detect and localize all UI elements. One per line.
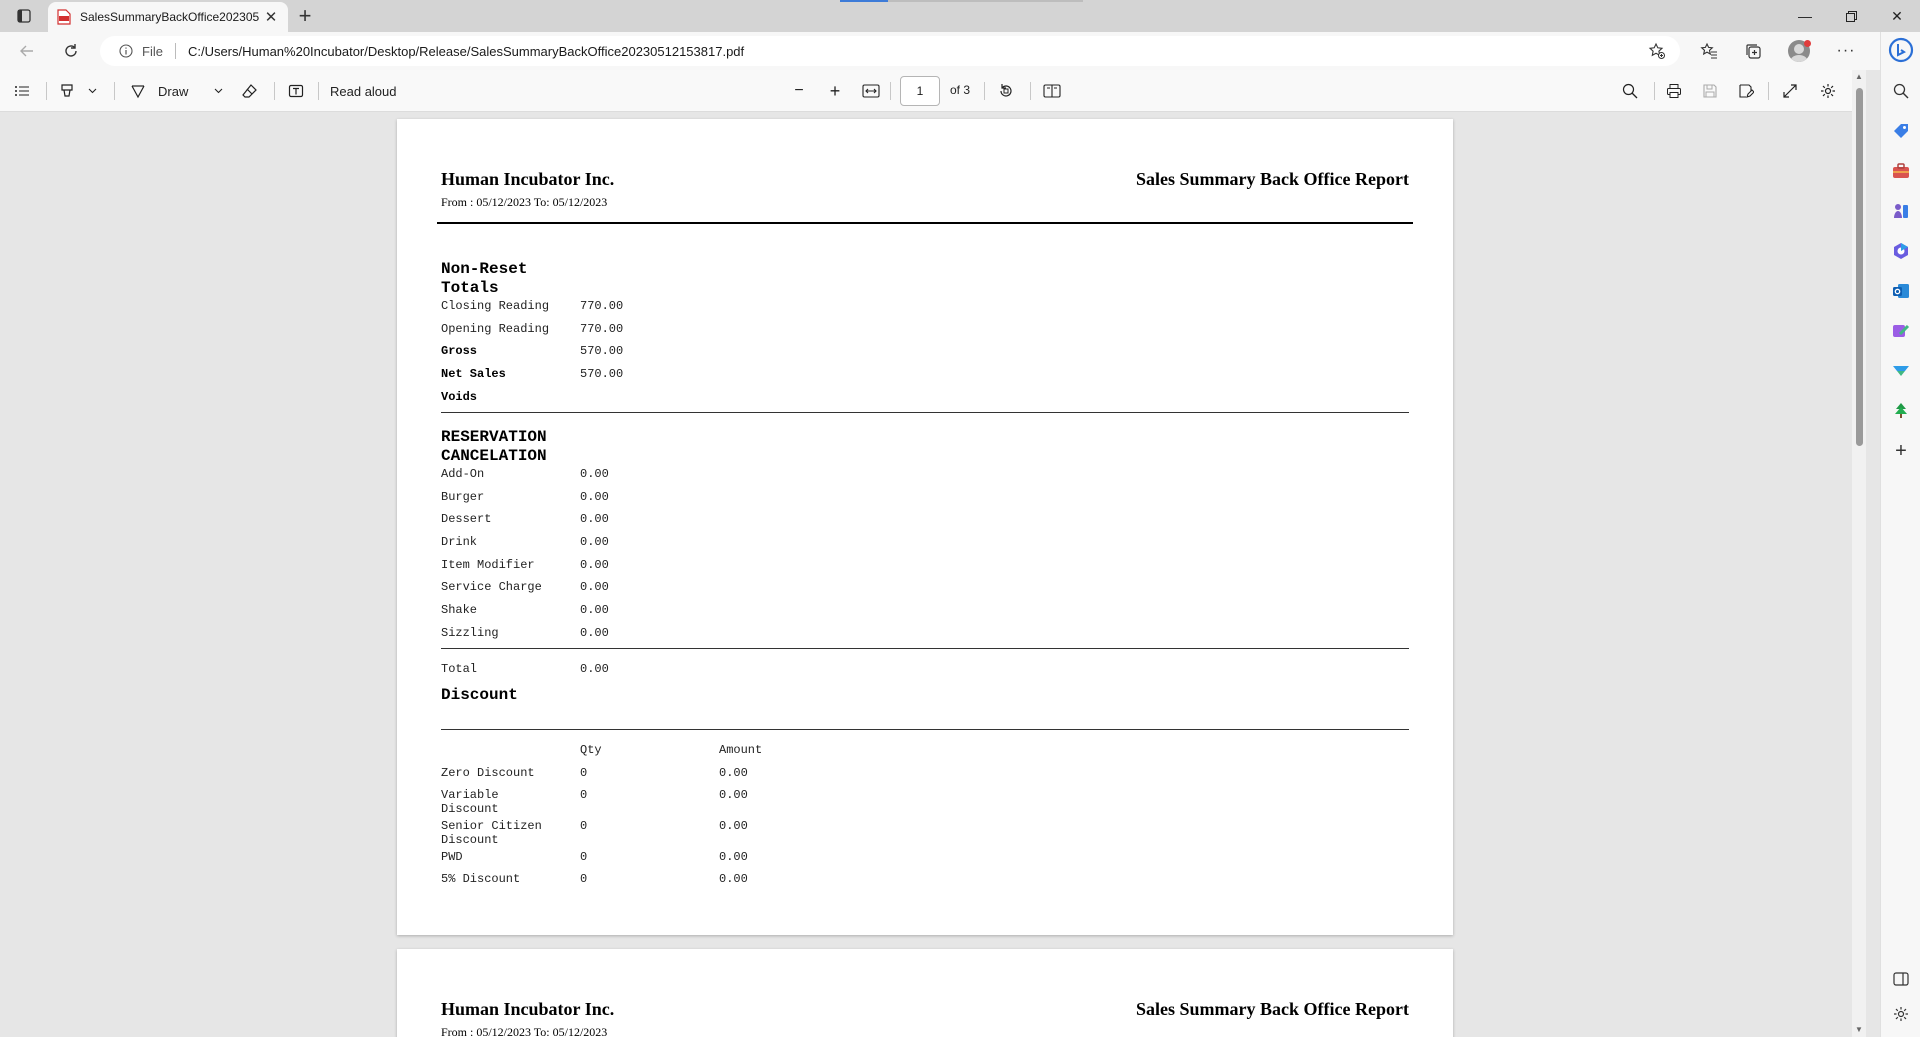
fit-to-width-icon[interactable] xyxy=(858,77,884,105)
row-value: 770.00 xyxy=(580,322,624,336)
discount-amount: 0.00 xyxy=(719,872,748,886)
discount-amount: 0.00 xyxy=(719,819,748,833)
fullscreen-icon[interactable] xyxy=(1776,77,1804,105)
highlight-icon[interactable] xyxy=(54,77,80,105)
toolbar-divider xyxy=(46,82,47,100)
text-box-icon[interactable] xyxy=(282,77,310,105)
add-favorite-icon[interactable] xyxy=(1642,36,1672,66)
rotate-icon[interactable] xyxy=(992,77,1020,105)
table-of-contents-icon[interactable] xyxy=(8,77,36,105)
scrollbar-thumb[interactable] xyxy=(1856,88,1863,446)
new-tab-button[interactable]: + xyxy=(298,3,312,28)
row-label: Sizzling xyxy=(441,626,499,640)
toolbar-divider xyxy=(274,82,275,100)
read-aloud-button[interactable]: Read aloud xyxy=(330,83,397,99)
games-icon[interactable] xyxy=(1889,199,1913,223)
row-value: 770.00 xyxy=(580,299,624,313)
row-label: Drink xyxy=(441,535,478,549)
row-value: 570.00 xyxy=(580,367,624,381)
pdf-page-2 xyxy=(397,949,1453,1037)
non-reset-title-line2: Totals xyxy=(441,279,499,297)
discount-label: PWD xyxy=(441,850,463,864)
discount-label-line1: Variable xyxy=(441,788,499,802)
row-label: Add-On xyxy=(441,467,485,481)
toolbar-divider xyxy=(318,82,319,100)
draw-icon xyxy=(130,83,146,99)
row-label: Voids xyxy=(441,390,478,404)
url-field[interactable] xyxy=(100,36,1680,66)
toolbar-divider xyxy=(1030,82,1031,100)
date-range: From : 05/12/2023 To: 05/12/2023 xyxy=(441,1025,608,1037)
row-label: Item Modifier xyxy=(441,558,535,572)
active-tab[interactable] xyxy=(48,2,288,32)
discount-label-line2: Discount xyxy=(441,802,499,816)
discount-qty: 0 xyxy=(580,850,588,864)
collections-icon[interactable] xyxy=(1738,37,1768,65)
discount-title: Discount xyxy=(441,686,518,704)
address-bar xyxy=(0,32,1880,70)
row-label: Net Sales xyxy=(441,367,506,381)
discount-amount: 0.00 xyxy=(719,850,748,864)
discount-amount: 0.00 xyxy=(719,766,748,780)
zoom-out-icon[interactable]: − xyxy=(794,82,804,99)
total-value: 0.00 xyxy=(580,662,609,676)
loading-indicator xyxy=(840,0,888,2)
bing-chat-icon[interactable] xyxy=(1887,36,1915,64)
tab-strip xyxy=(0,0,1920,32)
row-value: 0.00 xyxy=(580,626,609,640)
tools-icon[interactable] xyxy=(1889,159,1913,183)
sidebar-toggle-icon[interactable] xyxy=(1889,967,1913,991)
row-value: 0.00 xyxy=(580,467,609,481)
page-number-input[interactable]: 1 xyxy=(900,76,940,106)
company-name: Human Incubator Inc. xyxy=(441,999,615,1019)
discount-label-line2: Discount xyxy=(441,833,499,847)
row-label: Burger xyxy=(441,490,485,504)
row-value: 0.00 xyxy=(580,490,609,504)
non-reset-title xyxy=(441,260,527,298)
row-label: Closing Reading xyxy=(441,299,550,313)
designer-icon[interactable] xyxy=(1889,319,1913,343)
notification-dot xyxy=(1804,40,1811,47)
zoom-in-icon[interactable]: + xyxy=(829,80,841,101)
reservation-title-line2: CANCELATION xyxy=(441,447,547,465)
tree-icon[interactable] xyxy=(1889,399,1913,423)
pdf-page-1 xyxy=(397,119,1453,935)
pdf-toolbar xyxy=(0,70,1866,112)
eraser-icon[interactable] xyxy=(236,77,264,105)
row-value: 570.00 xyxy=(580,344,624,358)
search-icon[interactable] xyxy=(1616,77,1644,105)
report-title: Sales Summary Back Office Report xyxy=(1136,999,1409,1019)
toolbar-divider xyxy=(1768,82,1769,100)
company-name: Human Incubator Inc. xyxy=(441,169,615,189)
section-divider xyxy=(441,412,1409,413)
section-divider xyxy=(441,729,1409,730)
row-label: Gross xyxy=(441,344,478,358)
search-icon[interactable] xyxy=(1889,79,1913,103)
discount-qty: 0 xyxy=(580,766,588,780)
section-divider xyxy=(441,648,1409,649)
non-reset-title-line1: Non-Reset xyxy=(441,260,528,278)
save-as-icon[interactable] xyxy=(1732,77,1760,105)
reservation-title xyxy=(441,428,547,466)
favorites-icon[interactable] xyxy=(1694,37,1724,65)
discount-label: 5% Discount xyxy=(441,872,521,886)
save-icon[interactable] xyxy=(1696,77,1724,105)
shopping-tag-icon[interactable] xyxy=(1889,119,1913,143)
discount-label-line1: Senior Citizen xyxy=(441,819,542,833)
toolbar-divider xyxy=(984,82,985,100)
pdf-file-icon xyxy=(56,9,72,25)
add-app-icon[interactable]: + xyxy=(1895,439,1907,462)
toolbar-divider xyxy=(114,82,115,100)
vertical-scrollbar[interactable] xyxy=(1852,70,1866,1037)
restore-icon[interactable] xyxy=(1828,0,1874,32)
reservation-title-line1: RESERVATION xyxy=(441,428,547,446)
loading-track xyxy=(888,0,1083,2)
discount-label xyxy=(441,788,499,816)
chevron-down-icon[interactable] xyxy=(84,77,100,105)
total-label: Total xyxy=(441,662,478,676)
discount-qty: 0 xyxy=(580,872,588,886)
discount-label: Zero Discount xyxy=(441,766,535,780)
row-value: 0.00 xyxy=(580,512,609,526)
row-label: Service Charge xyxy=(441,580,542,594)
scroll-up-icon[interactable]: ▲ xyxy=(1855,72,1863,81)
drop-icon[interactable] xyxy=(1889,359,1913,383)
toolbar-divider xyxy=(856,82,857,100)
tab-actions-icon[interactable] xyxy=(10,5,38,27)
qty-header: Qty xyxy=(580,743,602,757)
row-label: Dessert xyxy=(441,512,492,526)
discount-qty: 0 xyxy=(580,788,588,802)
row-value: 0.00 xyxy=(580,580,609,594)
gear-icon[interactable] xyxy=(1889,1002,1913,1026)
tab-title: SalesSummaryBackOffice202305 xyxy=(80,10,260,24)
scroll-down-icon[interactable]: ▼ xyxy=(1855,1025,1863,1034)
discount-amount: 0.00 xyxy=(719,788,748,802)
close-tab-icon[interactable]: ✕ xyxy=(264,9,278,26)
scheme-label: File xyxy=(142,43,163,59)
close-window-icon[interactable]: ✕ xyxy=(1891,7,1903,24)
info-icon[interactable] xyxy=(116,41,136,61)
toolbar-divider xyxy=(1654,82,1655,100)
omnibox-separator xyxy=(175,43,176,59)
draw-button[interactable] xyxy=(130,77,210,105)
edge-sidebar xyxy=(1880,32,1920,1037)
discount-label xyxy=(441,819,542,847)
chevron-down-icon[interactable] xyxy=(210,77,226,105)
row-value: 0.00 xyxy=(580,558,609,572)
page-view-icon[interactable] xyxy=(1038,77,1066,105)
row-value: 0.00 xyxy=(580,603,609,617)
print-icon[interactable] xyxy=(1660,77,1688,105)
draw-label: Draw xyxy=(158,83,189,99)
outlook-icon[interactable] xyxy=(1889,279,1913,303)
minimize-icon[interactable]: — xyxy=(1798,8,1812,24)
toolbar-divider xyxy=(890,82,891,100)
refresh-icon[interactable] xyxy=(56,37,86,65)
amount-header: Amount xyxy=(719,743,763,757)
header-divider xyxy=(437,222,1413,224)
more-options-icon[interactable]: ··· xyxy=(1836,42,1856,59)
row-value: 0.00 xyxy=(580,535,609,549)
url-text: C:/Users/Human%20Incubator/Desktop/Release/SalesSummaryBackOffice20230512153817.pdf xyxy=(187,43,745,59)
row-label: Shake xyxy=(441,603,478,617)
profile-avatar[interactable] xyxy=(1784,37,1814,65)
pdf-viewer[interactable] xyxy=(0,112,1852,1037)
date-range: From : 05/12/2023 To: 05/12/2023 xyxy=(441,195,608,209)
page-total-label: of 3 xyxy=(950,83,971,97)
discount-qty: 0 xyxy=(580,819,588,833)
back-arrow-icon[interactable] xyxy=(12,37,42,65)
gear-icon[interactable] xyxy=(1814,77,1842,105)
row-label: Opening Reading xyxy=(441,322,550,336)
microsoft-365-icon[interactable] xyxy=(1889,239,1913,263)
report-title: Sales Summary Back Office Report xyxy=(1136,169,1409,189)
